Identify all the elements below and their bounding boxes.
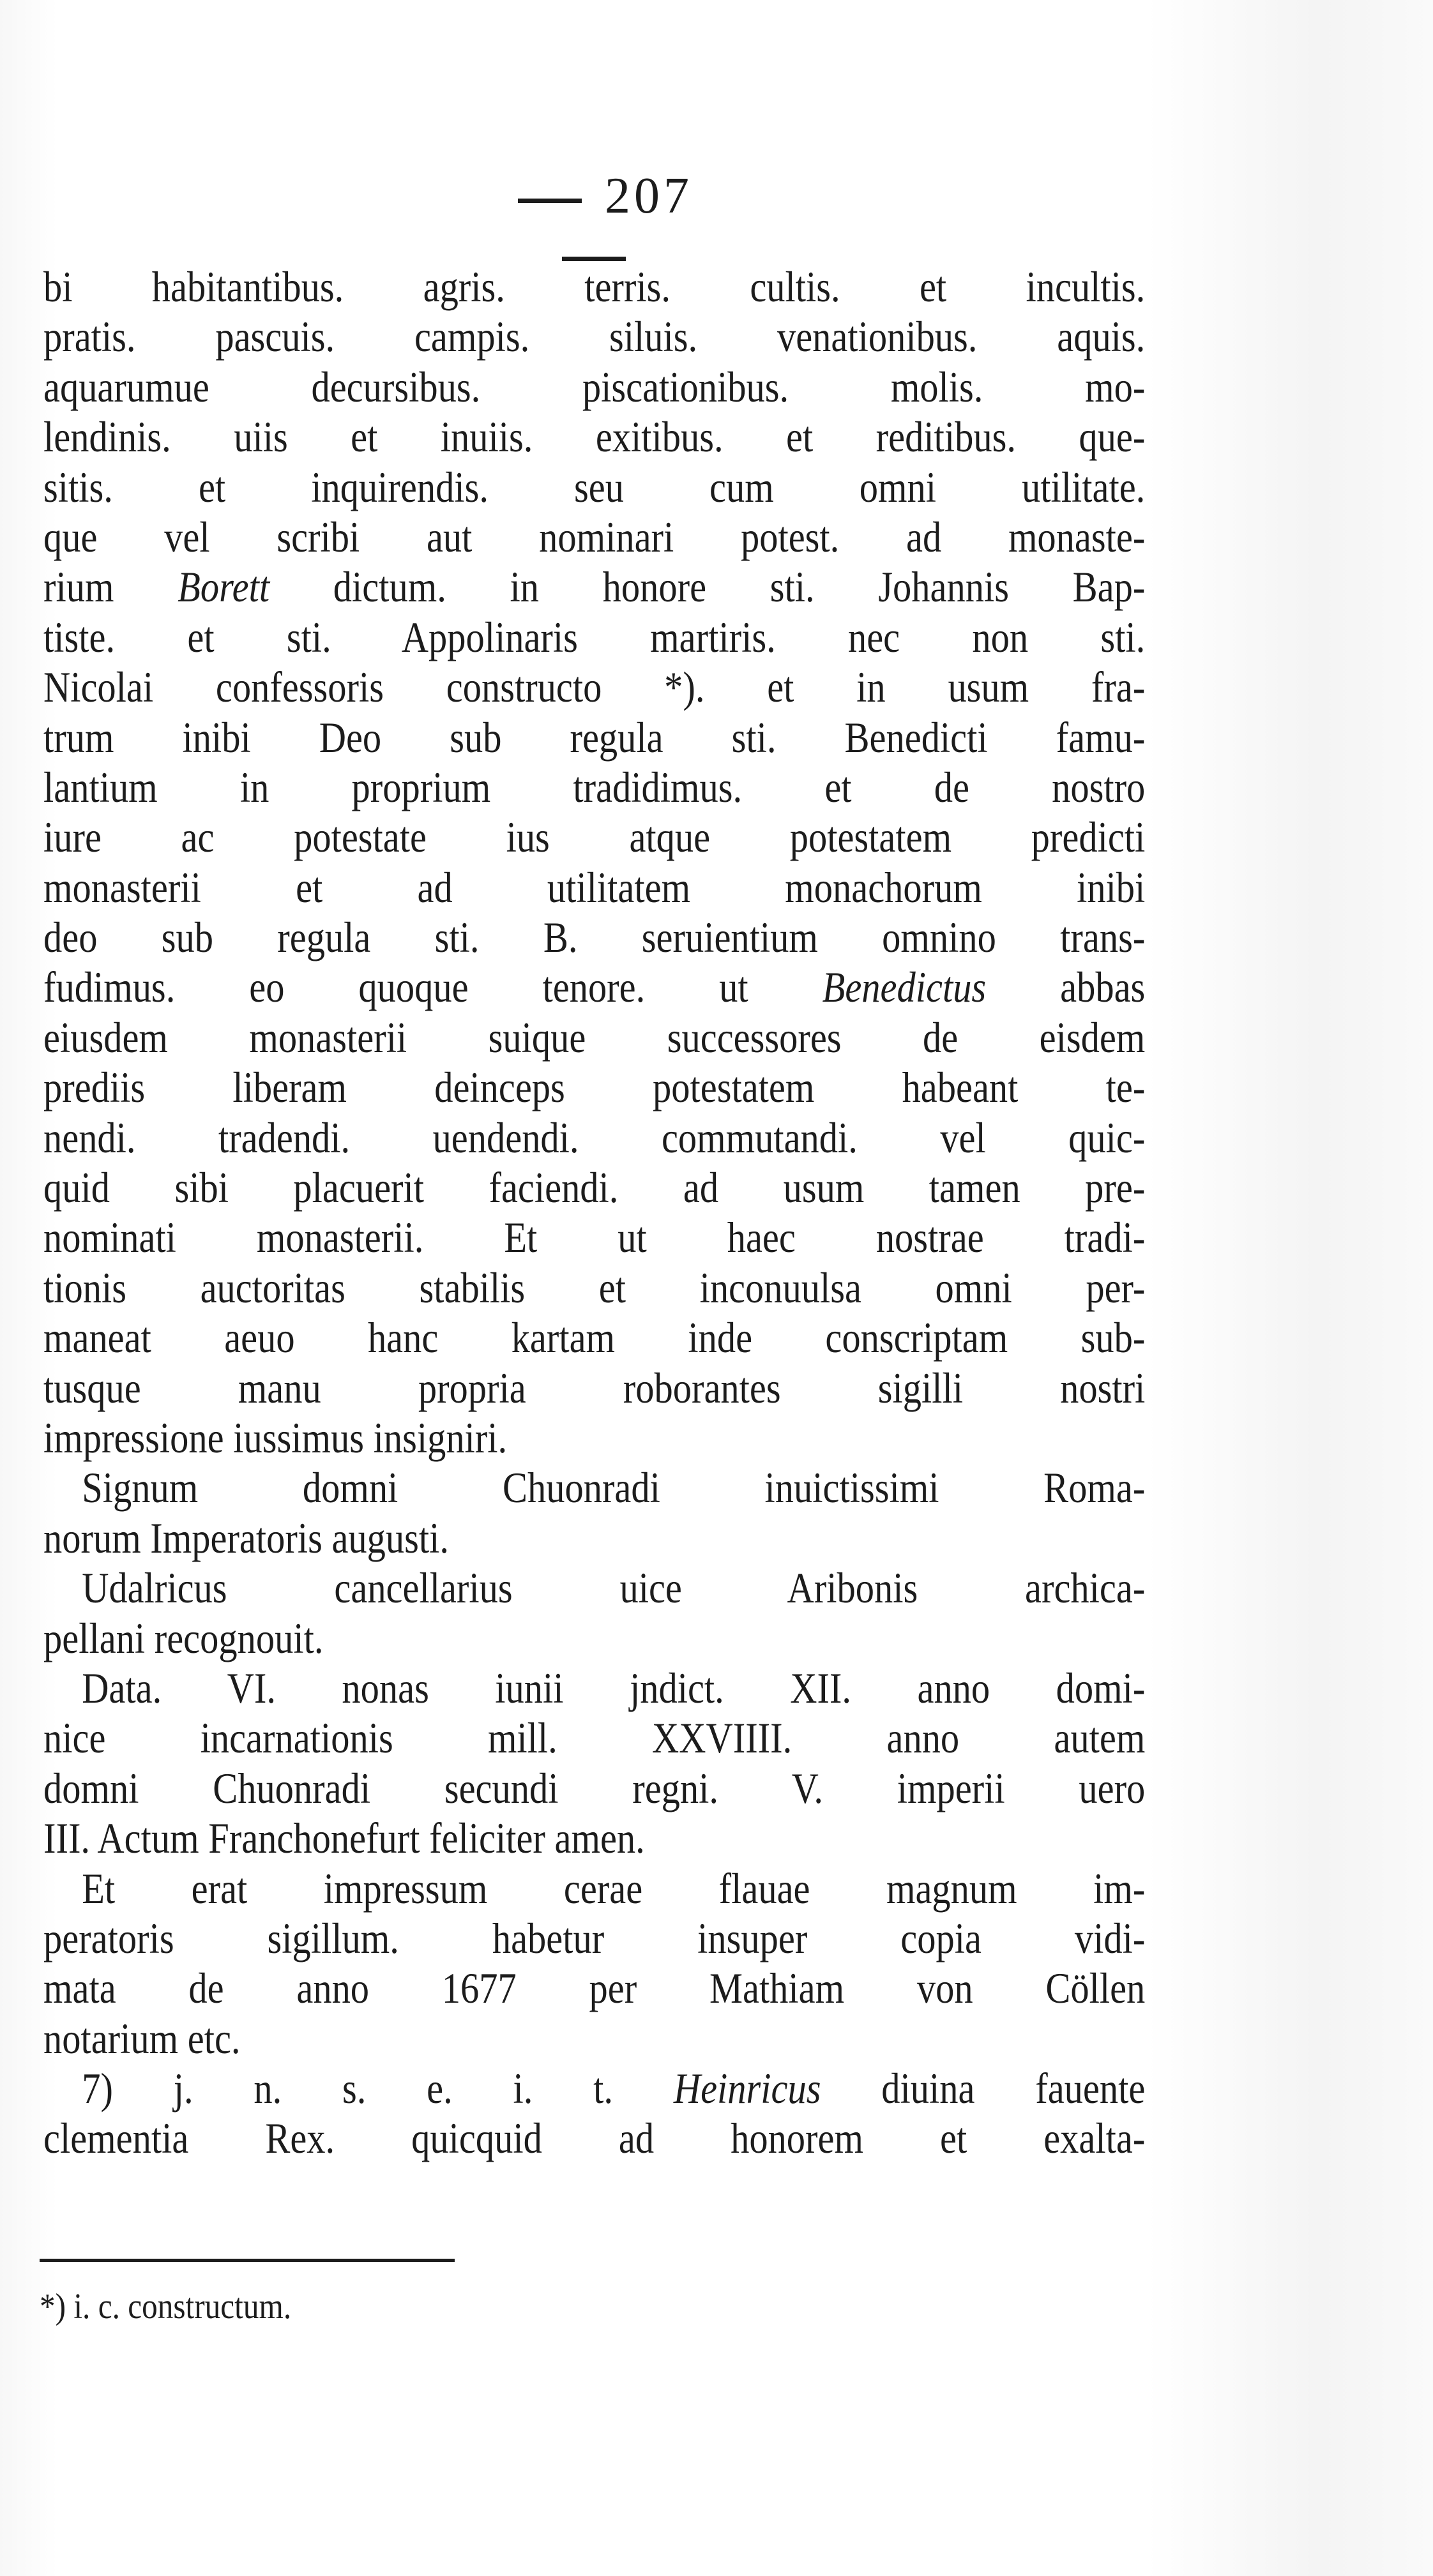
text-line: mata de anno 1677 per Mathiam von Cöllen	[43, 1964, 1146, 2013]
text-line: Signum domni Chuonradi inuictissimi Roma-	[82, 1463, 1146, 1512]
text-line: impressione iussimus insigniri.	[43, 1413, 508, 1462]
text-line: prediis liberam deinceps potestatem habeant te-	[43, 1063, 1146, 1112]
text-line: lendinis. uiis et inuiis. exitibus. et reditibus. que-	[43, 412, 1146, 462]
text-line: nendi. tradendi. uendendi. commutandi. vel quic-	[43, 1113, 1146, 1162]
dash-right	[562, 257, 626, 261]
text-line: nice incarnationis mill. XXVIIII. anno autem	[43, 1714, 1146, 1763]
text-line: lantium in proprium tradidimus. et de nostro	[43, 762, 1146, 811]
text-line: clementia Rex. quicquid ad honorem et exalta-	[43, 2114, 1146, 2163]
text-line: fudimus. eo quoque tenore. ut Benedictus abbas	[43, 963, 1146, 1012]
text-line: que vel scribi aut nominari potest. ad monaste-	[43, 512, 1146, 561]
text-line: deo sub regula sti. B. seruientium omnino trans-	[43, 913, 1146, 962]
text-line: rium Borett dictum. in honore sti. Johannis Bap-	[43, 562, 1146, 612]
text-line: sitis. et inquirendis. seu cum omni utilitate.	[43, 462, 1146, 511]
person-name-italic: Benedictus	[822, 963, 987, 1012]
text-line: tusque manu propria roborantes sigilli nostri	[43, 1363, 1146, 1412]
text-line: domni Chuonradi secundi regni. V. imperii uero	[43, 1763, 1146, 1812]
text-line: III. Actum Franchonefurt feliciter amen.	[43, 1814, 645, 1863]
text-line: tiste. et sti. Appolinaris martiris. nec non sti.	[43, 612, 1146, 661]
place-name-italic: Borett	[178, 562, 270, 612]
text-line: Et erat impressum cerae flauae magnum im-	[82, 1864, 1146, 1913]
text-line: iure ac potestate ius atque potestatem predicti	[43, 813, 1146, 862]
dash-left	[518, 199, 582, 203]
text-line: Nicolai confessoris constructo *). et in usum fra-	[43, 663, 1146, 712]
text-line: monasterii et ad utilitatem monachorum inibi	[43, 862, 1146, 912]
text-line: maneat aeuo hanc kartam inde conscriptam sub-	[43, 1313, 1146, 1362]
text-line: 7) j. n. s. e. i. t. Heinricus diuina fauente	[82, 2064, 1146, 2113]
body-text	[43, 262, 1145, 2164]
text-line: peratoris sigillum. habetur insuper copia vidi-	[43, 1913, 1146, 1962]
footnote: *) i. c. constructum.	[40, 2287, 292, 2326]
text-line: notarium etc.	[43, 2014, 241, 2063]
text-line: aquarumue decursibus. piscationibus. molis. mo-	[43, 362, 1146, 411]
text-line: bi habitantibus. agris. terris. cultis. et incultis.	[43, 262, 1146, 311]
person-name-italic: Heinricus	[673, 2064, 821, 2113]
page-number: 207	[447, 167, 741, 283]
text-line: trum inibi Deo sub regula sti. Benedicti famu-	[43, 712, 1146, 762]
text-line: nominati monasterii. Et ut haec nostrae tradi-	[43, 1213, 1146, 1262]
text-line: eiusdem monasterii suique successores de eisdem	[43, 1013, 1146, 1062]
text-line: norum Imperatoris augusti.	[43, 1513, 450, 1562]
text-line: Udalricus cancellarius uice Aribonis archica-	[82, 1563, 1146, 1613]
text-line: Data. VI. nonas iunii jndict. XII. anno domi-	[82, 1663, 1146, 1712]
footnote-rule	[40, 2259, 455, 2262]
text-line: tionis auctoritas stabilis et inconuulsa omni per-	[43, 1263, 1146, 1312]
text-line: pellani recognouit.	[43, 1613, 324, 1662]
text-line: quid sibi placuerit faciendi. ad usum tamen pre-	[43, 1163, 1146, 1212]
text-line: pratis. pascuis. campis. siluis. venationibus. aquis.	[43, 312, 1146, 361]
